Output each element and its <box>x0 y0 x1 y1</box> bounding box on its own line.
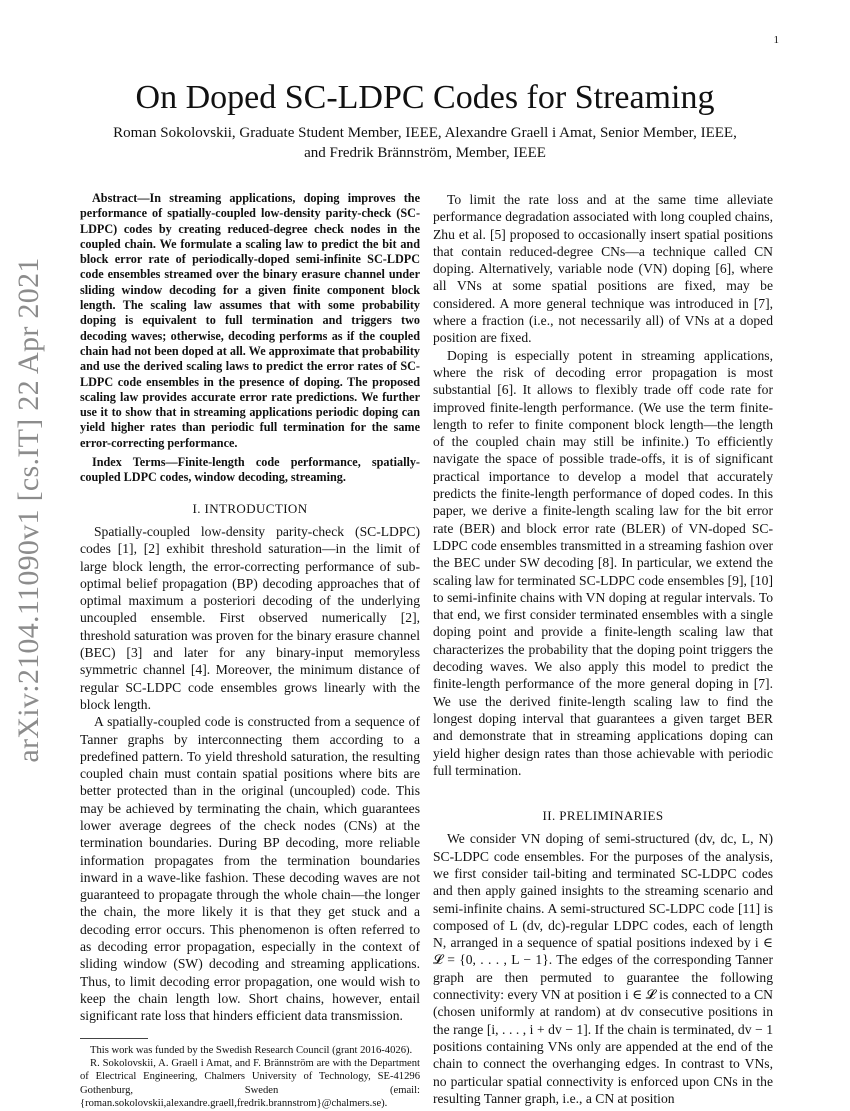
authors-line-1: Roman Sokolovskii, Graduate Student Member, IEEE, Alexandre Graell i Amat, Senior Member, IEEE, <box>113 125 737 141</box>
left-column <box>80 191 420 1111</box>
intro-paragraph-4: Doping is especially potent in streaming applications, where the risk of decoding error propagation is most substantial [6]. It allows to flexibly trade off code rate for improved finite-length performance. (We use the term finite-length to refer to finite component block length—the length of the coupled chain may still be infinite.) To efficiently navigate the space of possible trade-offs, it is of significant practical importance to develop a model that accurately predicts the finite-length performance of doped codes. In this paper, we derive a finite-length scaling law for the bit error rate (BER) and block error rate (BLER) of VN-doped SC-LDPC code ensembles transmitted in a streaming fashion over the BEC under SW decoding [8]. In particular, we extend the scaling law for terminated SC-LDPC code ensembles [9], [10] to semi-infinite chains with VN doping at regular intervals. To that end, we first consider terminated ensembles with a single doping point and provide a finite-length scaling law that characterizes the probability that the doping point triggers the decoding waves. We also apply this model to predict the finite-length performance of the more general doping in [7]. We use the derived finite-length scaling law to find the longest doping interval that guarantees a given target BER and demonstrate that in streaming applications doping can yield higher design rates than those achievable with periodic full termination. <box>433 347 773 778</box>
footnote-affiliation: R. Sokolovskii, A. Graell i Amat, and F. Brännström are with the Department of Electrical Engineering, Chalmers University of Technology, SE-41296 Gothenburg, Sweden (email: {roman.sokolovskii,alexandre.graell,fredrik.brannstrom}@chalmers.se). <box>80 1057 420 1110</box>
arxiv-identifier: arXiv:2104.11090v1 [cs.IT] 22 Apr 2021 <box>12 257 45 763</box>
abstract-block <box>80 191 420 486</box>
footnote-funding: This work was funded by the Swedish Research Council (grant 2016-4026). <box>90 1044 413 1056</box>
footnote-divider <box>80 1038 148 1039</box>
intro-paragraph-2: A spatially-coupled code is constructed from a sequence of Tanner graphs by interconnecting them according to a predefined pattern. To yield threshold saturation, the resulting coupled chain must contain spatial positions where bits are better protected than in the original (uncoupled) code. This may be achieved by terminating the chain, which guarantees lower average degrees of the check nodes (CNs) at the termination boundaries. During BP decoding, more reliable information propagates from the termination boundaries inward in a wave-like fashion. These decoding waves are not guaranteed to propagate through the whole chain—the longer the chain, the more likely it is that they get stuck and a decoding error occurs. This phenomenon is often referred to as decoding error propagation, especially in the context of sliding window (SW) decoding and streaming applications. Thus, to limit decoding error propagation, one would wish to keep the chain length low. Short chains, however, entail significant rate loss that hinders efficient data transmission. <box>80 714 420 1024</box>
index-terms: Index Terms—Finite-length code performance, spatially-coupled LDPC codes, window decoding, streaming. <box>80 455 420 485</box>
preliminaries-paragraph-1: We consider VN doping of semi-structured (dv, dc, L, N) SC-LDPC code ensembles. For the purposes of the analysis, we first consider tail-biting and terminated SC-LDPC codes and then apply gained insights to the streaming scenario and semi-infinite chains. A semi-structured SC-LDPC code [11] is composed of L (dv, dc)-regular LDPC codes, each of length N, arranged in a sequence of spatial positions indexed by i ∈ 𝓛 = {0, . . . , L − 1}. The edges of the corresponding Tanner graph are then permuted to guarantee the following connectivity: every VN at position i ∈ 𝓛 is connected to a CN (chosen uniformly at random) at dv consecutive positions in the range [i, . . . , i + dv − 1]. If the chain is terminated, dv − 1 positions containing VNs only are appended at the end of the chain to connect the overhanging edges. In contrast to VNs, no particular spatial connectivity is enforced upon CNs in the resulting Tanner graph, i.e., a CN at position <box>433 831 773 1106</box>
right-column <box>433 191 773 1107</box>
section-heading-introduction: I. INTRODUCTION <box>192 500 308 516</box>
author-block <box>70 123 780 163</box>
page-number: 1 <box>773 34 779 46</box>
intro-paragraph-3: To limit the rate loss and at the same time alleviate performance degradation associated with long coupled chains, Zhu et al. [5] proposed to occasionally insert spatial positions that contain reduced-degree CNs—a technique called CN doping. Alternatively, variable node (VN) doping [6], where all VNs at some spatial positions are fixed, may be considered. A more general technique was introduced in [7], where a fraction (i.e., not necessarily all) of VNs at a doped position are fixed. <box>433 192 773 346</box>
abstract: Abstract—In streaming applications, doping improves the performance of spatially-coupled low-density parity-check (SC-LDPC) codes by creating reduced-degree check nodes in the coupled chain. We formulate a scaling law to predict the bit and block error rate of periodically-doped semi-infinite SC-LDPC code ensembles streamed over the binary erasure channel under sliding window decoding for a given finite component block length. The scaling law assumes that with some probability doping is equivalent to full termination and triggers two decoding waves; otherwise, decoding performs as if the coupled chain had not been doped at all. We approximate that probability and use the derived scaling laws to predict the error rates of SC-LDPC code ensembles in the presence of doping. The proposed scaling law provides accurate error rate predictions. We further use it to show that in streaming applications periodic doping can yield higher rates than periodic full termination for the same error-correcting performance. <box>80 191 420 450</box>
authors-line-2: and Fredrik Brännström, Member, IEEE <box>304 145 546 161</box>
section-heading-preliminaries: II. PRELIMINARIES <box>542 808 664 824</box>
footnotes <box>80 1044 420 1111</box>
intro-paragraph-1: Spatially-coupled low-density parity-check (SC-LDPC) codes [1], [2] exhibit threshold saturation—in the limit of large block length, the error-correcting performance of sub-optimal belief propagation (BP) decoding approaches that of optimal maximum a posteriori decoding of the underlying uncoupled ensemble. First observed numerically [2], threshold saturation was proven for the binary erasure channel (BEC) [3] and later for any binary-input memoryless symmetric channel [4]. Moreover, the minimum distance of regular SC-LDPC code ensembles grows linearly with the block length. <box>80 523 420 712</box>
paper-title: On Doped SC-LDPC Codes for Streaming <box>135 79 715 116</box>
